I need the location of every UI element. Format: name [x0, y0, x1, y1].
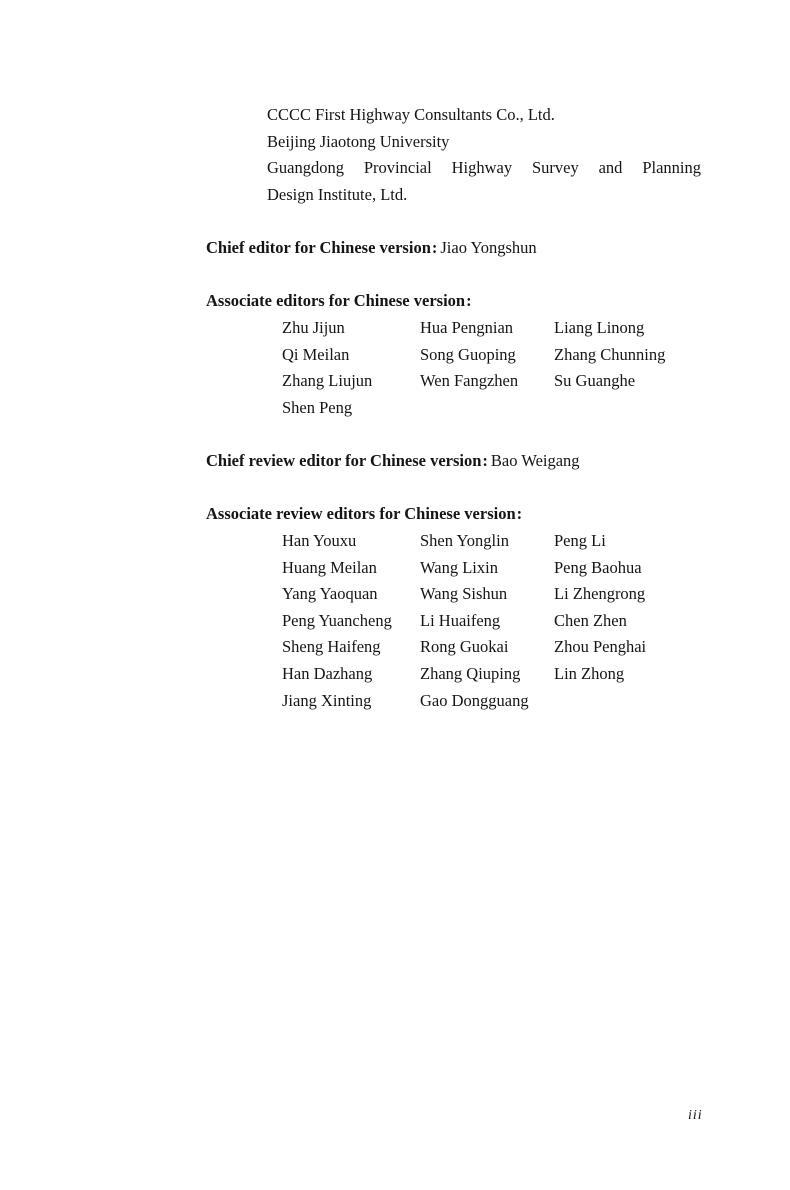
review-editor-name: Zhang Qiuping [420, 663, 521, 683]
chief-review-editor-name: Bao Weigang [490, 451, 580, 470]
organization-item: Guangdong Provincial Highway Survey and Planning [267, 158, 701, 178]
review-editor-name: Sheng Haifeng [282, 637, 381, 657]
editor-name: Zhu Jijun [282, 318, 345, 337]
editor-name: Qi Meilan [282, 344, 350, 364]
associate-review-editors-label: Associate review editors for Chinese version [206, 504, 516, 523]
associate-editors-heading [206, 288, 475, 315]
editor-name: Hua Pengnian [420, 318, 514, 337]
organization-item: Design Institute, Ltd. [267, 184, 408, 204]
review-editor-name: Han Youxu [282, 531, 357, 550]
editor-name: Song Guoping [420, 344, 516, 364]
review-editor-name: Jiang Xinting [282, 690, 372, 710]
associate-editors-colon: : [466, 291, 472, 310]
associate-review-editors-list [282, 528, 714, 714]
review-editor-name: Yang Yaoquan [282, 584, 378, 604]
editor-name: Shen Peng [282, 397, 353, 417]
chief-review-editor-label: Chief review editor for Chinese version [206, 451, 482, 470]
associate-review-editors-colon: : [516, 504, 523, 523]
chief-review-editor-colon: : [482, 451, 488, 470]
associate-editors-label: Associate editors for Chinese version [206, 291, 466, 310]
review-editor-name: Shen Yonglin [420, 531, 509, 550]
editor-name: Liang Linong [554, 318, 645, 337]
review-editor-name: Wang Sishun [420, 584, 508, 604]
chief-review-editor-line [206, 448, 580, 475]
chief-editor-name: Jiao Yongshun [440, 238, 537, 257]
review-editor-name: Zhou Penghai [554, 637, 647, 657]
chief-editor-line [206, 235, 537, 262]
page-number: iii [688, 1108, 703, 1123]
review-editor-name: Gao Dongguang [420, 690, 529, 710]
review-editor-name: Li Zhengrong [554, 584, 646, 604]
review-editor-name: Peng Baohua [554, 557, 642, 577]
organization-item: Beijing Jiaotong University [267, 131, 450, 151]
review-editor-name: Lin Zhong [554, 663, 625, 683]
review-editor-name: Huang Meilan [282, 557, 377, 577]
organization-list [267, 102, 701, 208]
organization-item: CCCC First Highway Consultants Co., Ltd. [267, 105, 555, 124]
editor-name: Zhang Liujun [282, 371, 373, 391]
editor-name: Wen Fangzhen [420, 371, 519, 391]
associate-review-editors-heading [206, 501, 525, 528]
editor-name: Su Guanghe [554, 371, 636, 391]
review-editor-name: Peng Li [554, 531, 606, 550]
editor-name: Zhang Chunning [554, 344, 666, 364]
review-editor-name: Rong Guokai [420, 637, 509, 657]
chief-editor-colon: : [431, 238, 438, 257]
review-editor-name: Li Huaifeng [420, 610, 501, 630]
review-editor-name: Wang Lixin [420, 557, 498, 577]
review-editor-name: Peng Yuancheng [282, 610, 392, 630]
chief-editor-label: Chief editor for Chinese version [206, 238, 431, 257]
associate-editors-list [282, 315, 714, 421]
review-editor-name: Han Dazhang [282, 663, 373, 683]
review-editor-name: Chen Zhen [554, 610, 627, 630]
